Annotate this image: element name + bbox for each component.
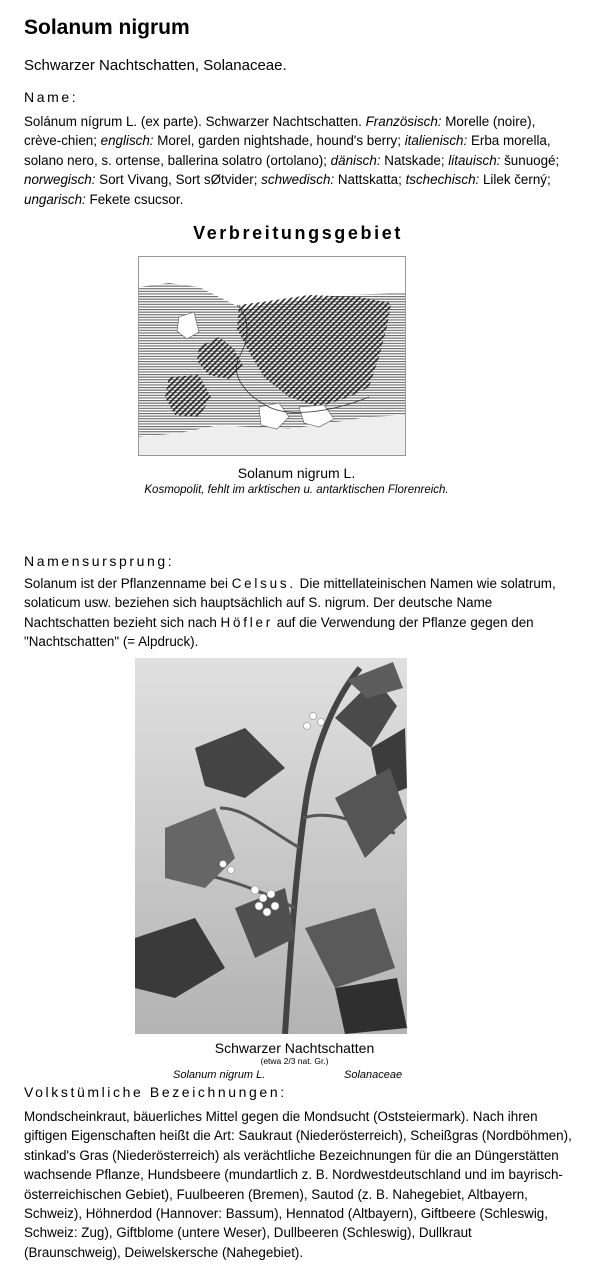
map-title: Verbreitungsgebiet: [193, 223, 403, 244]
name-paragraph: [24, 112, 564, 209]
plant-photo: [135, 658, 407, 1034]
name-text: Fekete csucsor.: [85, 191, 184, 207]
name-text: Sort Vivang, Sort sØtvider;: [95, 172, 262, 188]
photo-caption: Schwarzer Nachtschatten: [214, 1040, 375, 1056]
language-label: schwedisch:: [261, 172, 335, 188]
name-text: Morelle (noire), crève-chien;: [24, 114, 536, 149]
name-text: Lilek černý;: [479, 172, 551, 188]
language-label: englisch:: [100, 133, 154, 149]
language-label: norwegisch:: [24, 172, 96, 188]
celsus-name: Celsus.: [231, 576, 296, 591]
photo-scale: (etwa 2/3 nat. Gr.): [260, 1056, 329, 1066]
name-text: Erba morella, solano nero, s. ortense, ballerina solatro (ortolano);: [24, 133, 551, 168]
name-text: Morel, garden nightshade, hound's berry;: [153, 133, 405, 149]
folk-names-heading: Volkstümliche Bezeichnungen:: [24, 1084, 287, 1100]
name-text: Nattskatta;: [334, 172, 406, 188]
origin-paragraph: [24, 574, 572, 652]
language-label: litauisch:: [448, 152, 501, 168]
folk-names-section: [24, 1083, 572, 1262]
folk-names-paragraph: Mondscheinkraut, bäuerliches Mittel gegen die Mondsucht (Oststeiermark). Nach ihren giftigen Eigenschaften heißt die Art: Saukraut (Niederösterreich), Scheißgras (Nordböhmen), stinkad's Gras (Niederösterreich) als verächtliche Bezeichnungen für die an Düngerstätten wachsende Pflanze, Hundsbeere (mundartlich z. B. Nordwestdeutschland und im bayrisch-österreichischen Gebiet), Fuulbeeren (Bremen), Sautod (z. B. Nahegebiet, Altbayern, Schweiz), Höhnerdod (Hannover: Bassum), Hennatod (Altbayern), Giftbeere (Schleswig, Schweiz: Zug), Giftblome (untere Weser), Dullbeeren (Schleswig), Dullkraut (Braunschweig), Deiwelskersche (Nahegebiet).: [24, 1109, 572, 1260]
page-title: Solanum nigrum: [24, 16, 190, 39]
distribution-map: [138, 256, 406, 456]
name-text: Solánum nígrum L. (ex parte). Schwarzer Nachtschatten.: [24, 114, 366, 129]
map-caption: Solanum nigrum L.: [237, 465, 356, 481]
origin-text-3: auf die Verwendung der Pflanze gegen den "Nachtschatten" (= Alpdruck).: [24, 614, 534, 650]
language-label: tschechisch:: [405, 172, 480, 188]
plant-illustration: [135, 658, 407, 1034]
origin-heading: Namensursprung:: [24, 553, 175, 569]
origin-section: [24, 552, 572, 652]
name-heading: Name:: [24, 89, 79, 105]
language-label: dänisch:: [330, 152, 381, 168]
origin-text-1: Solanum ist der Pflanzenname bei: [24, 576, 232, 591]
photo-family: Solanaceae: [344, 1069, 403, 1081]
language-label: Französisch:: [365, 114, 442, 129]
photo-latin-name: Solanum nigrum L.: [173, 1069, 266, 1081]
europe-map-graphic: [139, 257, 405, 455]
hoefler-name: Höfler: [220, 614, 274, 630]
article: [24, 14, 572, 245]
subtitle: Schwarzer Nachtschatten, Solanaceae.: [24, 57, 287, 74]
name-text: šunuogé;: [500, 152, 560, 168]
name-text: Natskade;: [380, 152, 449, 168]
origin-text-2: Die mittellateinischen Namen wie solatrum, solaticum usw. beziehen sich hauptsächlich auf S. nigrum. Der deutsche Name Nachtschatten bezieht sich nach: [24, 576, 556, 630]
language-label: italienisch:: [404, 133, 468, 149]
language-label: ungarisch:: [24, 191, 86, 207]
map-subcaption: Kosmopolit, fehlt im arktischen u. antarktischen Florenreich.: [144, 484, 449, 496]
